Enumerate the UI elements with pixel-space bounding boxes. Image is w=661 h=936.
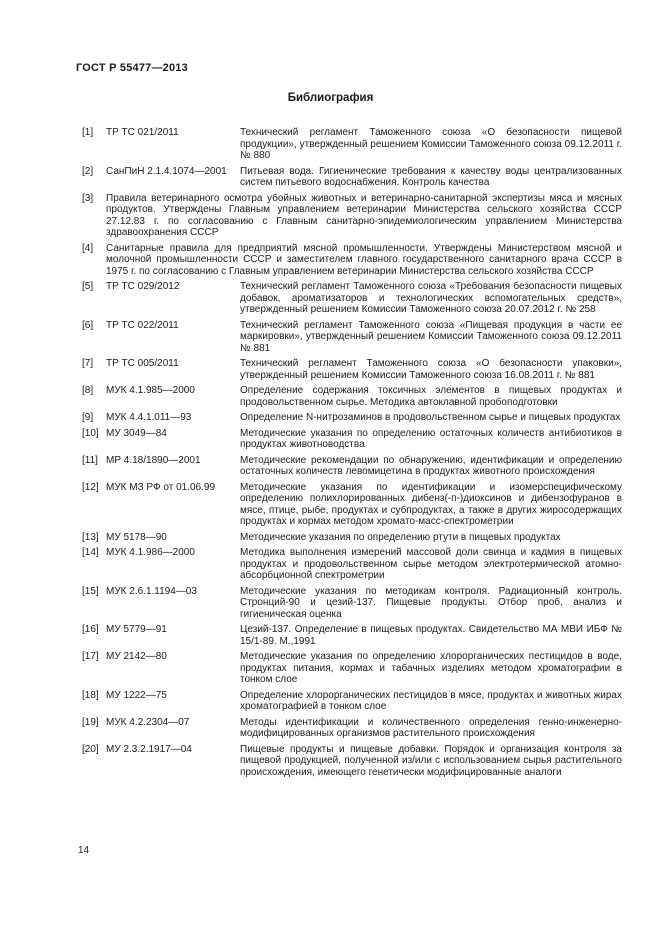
reference-number: [12] (82, 481, 99, 493)
reference-description: Питьевая вода. Гигиенические требования к качеству воды централизованных систем питьевого водоснабжения. Контроль качества (240, 165, 622, 188)
reference-description: Технический регламент Таможенного союза «Пищевая продукция в части ее маркировки», утвержденный решением Комиссии Таможенного союза 09.12.2011 № 881 (240, 319, 622, 354)
reference-description: Цезий-137. Определение в пищевых продуктах. Свидетельство МА МВИ ИБФ № 15/1-89. М.,1991 (240, 624, 622, 647)
reference-description: Методические указания по определению ртути в пищевых продуктах (240, 531, 561, 543)
reference-description: Определение содержания токсичных элементов в пищевых продуктах и продовольственном сырье. Методика автоклавной пробоподготовки (240, 385, 622, 408)
reference-label: МУ 1222—75 (106, 689, 167, 701)
reference-number: [5] (82, 281, 94, 292)
reference-item (82, 532, 622, 544)
reference-label: МУК 4.1.986—2000 (106, 547, 195, 558)
reference-description: Пищевые продукты и пищевые добавки. Порядок и организация контроля за пищевой продукцией, полученной из/или с использованием сырья растительного происхождения, имеющего генетически модифицированные аналоги (240, 743, 622, 778)
reference-item (82, 651, 622, 686)
reference-number: [16] (82, 624, 99, 635)
reference-label: ТР ТС 005/2011 (106, 358, 179, 369)
reference-number: [20] (82, 743, 99, 755)
reference-number: [3] (82, 192, 94, 204)
reference-label: СанПиН 2.1.4.1074—2001 (106, 165, 227, 177)
reference-item (82, 320, 622, 355)
reference-number: [9] (82, 412, 94, 423)
reference-description: Методические указания по методикам контроля. Радиационный контроль. Стронций-90 и цезий-137. Пищевые продукты. Отбор проб, анализ и гигиеническая оценка (240, 585, 622, 620)
reference-description: Методические указания по идентификации и изомерспецифическому определению полихлорированных дибенз(-п-)диоксинов и дибензофуранов в мясе, птице, рыбе, продуктах и субпродуктах, а также в других жиросодержащих продуктах и кормах методом хромато-масс-спектрометрии (240, 481, 622, 527)
reference-item (82, 385, 622, 408)
reference-item (82, 193, 622, 239)
reference-description: Методические указания по определению остаточных количеств антибиотиков в продуктах животноводства (240, 427, 622, 450)
reference-label: МУ 2.3.2.1917—04 (106, 743, 192, 755)
reference-number: [7] (82, 358, 94, 369)
reference-item (82, 428, 622, 451)
reference-item (82, 690, 622, 713)
reference-item (82, 717, 622, 740)
reference-label: МУК 4.1.985—2000 (106, 385, 195, 396)
reference-number: [11] (82, 454, 98, 466)
reference-number: [10] (82, 427, 99, 439)
reference-item (82, 166, 622, 189)
reference-item (82, 412, 622, 424)
reference-description: Правила ветеринарного осмотра убойных животных и ветеринарно-санитарной экспертизы мяса и мясных продуктов. Утверждены Главным управлением ветеринарии Министерства сельского хозяйства СССР 27.12.83 г. по согласованию с Главным санитарно-эпидемиологическим управлением Министерства здравоохранения СССР (106, 192, 622, 238)
reference-number: [6] (82, 319, 94, 331)
reference-number: [14] (82, 547, 99, 558)
reference-item (82, 744, 622, 779)
page-title: Библиография (287, 92, 374, 104)
reference-number: [18] (82, 689, 99, 701)
reference-number: [19] (82, 716, 99, 728)
reference-label: МУК 4.2.2304—07 (106, 716, 190, 728)
reference-item (82, 455, 622, 478)
reference-number: [17] (82, 651, 99, 662)
reference-label: МУ 3049—84 (106, 427, 167, 439)
reference-number: [1] (82, 127, 94, 138)
reference-number: [8] (82, 385, 94, 396)
reference-description: Санитарные правила для предприятий мясной промышленности. Утверждены Министерством мясной и молочной промышленности СССР и заместителем главного государственного санитарного врача СССР в 1975 г. по согласованию с Главным управлением ветеринарии Министерства сельского хозяйства СССР (106, 242, 622, 277)
reference-label: МУ 2142—80 (106, 651, 167, 662)
reference-item (82, 281, 622, 316)
reference-number: [15] (82, 585, 99, 597)
reference-item (82, 547, 622, 582)
reference-item (82, 624, 622, 647)
reference-label: ТР ТС 029/2012 (106, 281, 180, 292)
reference-item (82, 243, 622, 278)
document-code: ГОСТ Р 55477—2013 (76, 62, 188, 74)
reference-label: МУ 5779—91 (106, 624, 167, 635)
reference-item (82, 127, 622, 162)
reference-item (82, 586, 622, 621)
reference-number: [13] (82, 531, 99, 543)
reference-label: МУ 5178—90 (106, 531, 167, 543)
reference-description: Технический регламент Таможенного союза «О безопасности пищевой продукции», утвержденный решением Комиссии Таможенного союза 09.12.2011 г. № 880 (240, 127, 622, 161)
reference-label: МР 4.18/1890—2001 (106, 454, 201, 466)
reference-label: ТР ТС 021/2011 (106, 127, 179, 138)
page-number: 14 (78, 845, 90, 856)
bibliography-list (82, 127, 622, 782)
reference-item (82, 358, 622, 381)
reference-label: МУК 2.6.1.1194—03 (106, 585, 197, 597)
reference-description: Технический регламент Таможенного союза «Требования безопасности пищевых добавок, ароматизаторов и технологических вспомогательных средств», утвержденный решением Комиссии Таможенного союза 20.07.2012 г. № 258 (240, 281, 622, 315)
reference-label: МУК МЗ РФ от 01.06.99 (106, 481, 215, 493)
reference-description: Методы идентификации и количественного определения генно-инженерно-модифицированных организмов растительного происхождения (240, 716, 622, 739)
reference-description: Методические указания по определению хлорорганических пестицидов в воде, продуктах питания, кормах и табачных изделиях методом хроматографии в тонком слое (240, 651, 622, 685)
reference-item (82, 482, 622, 528)
reference-description: Определение N-нитрозаминов в продовольственном сырье и пищевых продуктах (240, 412, 621, 423)
reference-description: Методические рекомендации по обнаружению, идентификации и определению остаточных количеств левомицетина в продуктах животного происхождения (240, 454, 622, 477)
reference-number: [4] (82, 242, 94, 254)
reference-label: ТР ТС 022/2011 (106, 319, 179, 331)
reference-description: Методика выполнения измерений массовой доли свинца и кадмия в пищевых продуктах и продовольственном сырье методом электротермической атомно-абсорбционной спектрометрии (240, 547, 622, 581)
reference-description: Технический регламент Таможенного союза «О безопасности упаковки», утвержденный решением Комиссии Таможенного союза 16.08.2011 г. № 881 (240, 358, 622, 381)
reference-description: Определение хлорорганических пестицидов в мясе, продуктах и животных жирах хроматографией в тонком слое (240, 689, 622, 712)
reference-number: [2] (82, 165, 94, 177)
reference-label: МУК 4.4.1.011—93 (106, 412, 192, 423)
